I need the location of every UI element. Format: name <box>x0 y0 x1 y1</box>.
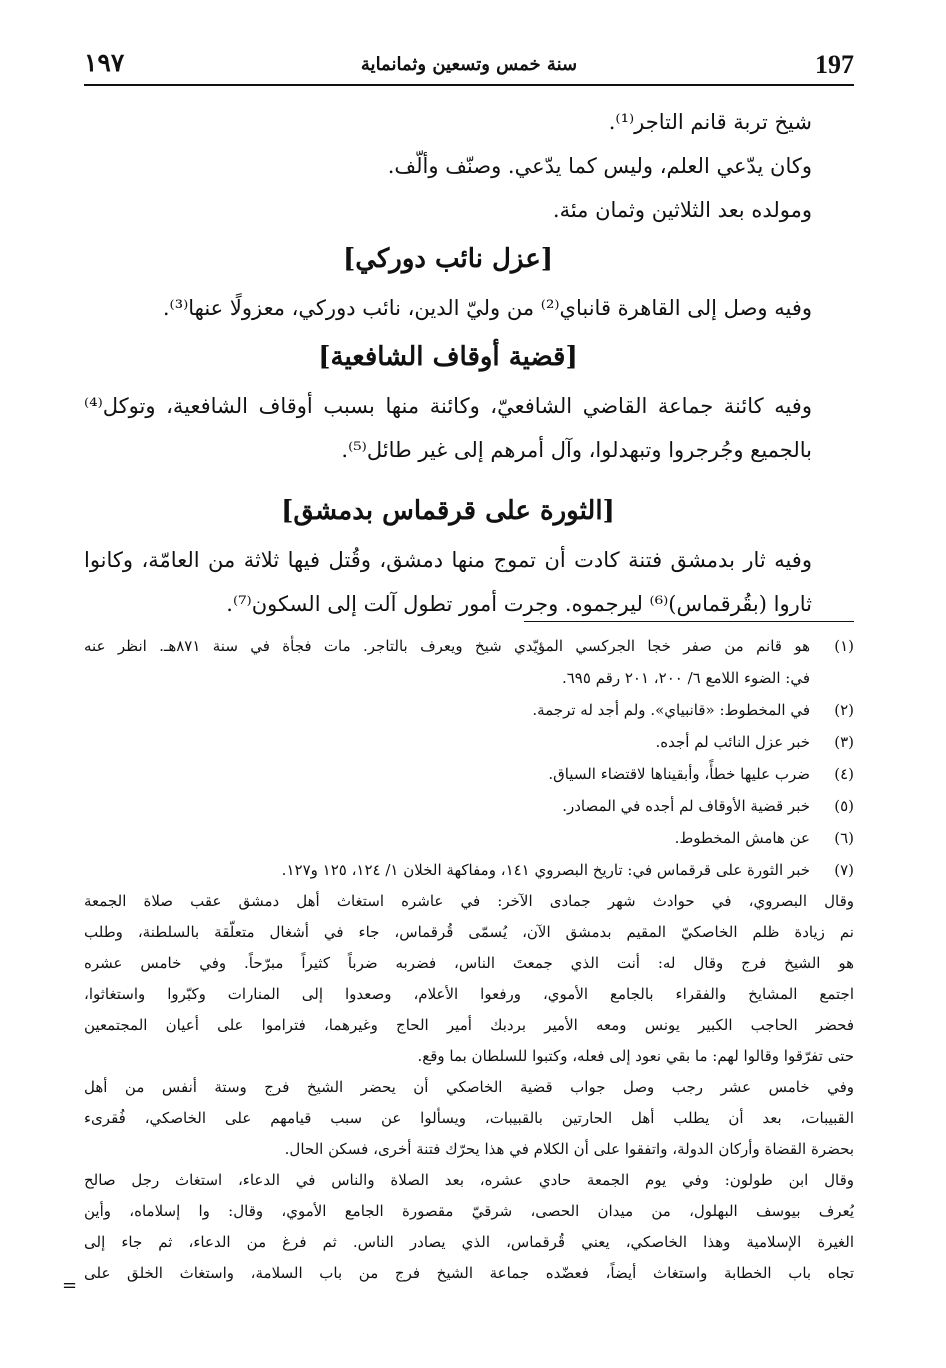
text-line: وكان يدّعي العلم، وليس كما يدّعي. وصنّف وألّف. <box>387 154 812 178</box>
header-rule <box>84 84 854 86</box>
quote-line: القبيبات، بعد أن يطلب أهل الحارتين بالقبيبات، ويسألوا عن سبب قيامهم على الخاصكي، فُقرىء <box>84 1109 854 1127</box>
quote-line: وفي خامس عشر رجب وصل جواب قضية الخاصكي أن يحضر الشيخ فرج وستة أنفس من أهل <box>84 1078 854 1096</box>
footnote-quote <box>84 1072 854 1165</box>
quote-line: نم زيادة ظلم الخاصكيّ المقيم بدمشق الآن، يُسمّى قُرقماس، جاء في أشغال متعلّقة بالسلطنة، وطلب <box>84 923 854 941</box>
quote-line: حتى تفرّقوا وقالوا لهم: ما بقي نعود إلى فعله، وكتبوا للسلطان بما وقع. <box>417 1047 854 1065</box>
footnote-rule <box>524 621 854 622</box>
quote-line: بحضرة القضاة وأركان الدولة، واتفقوا على أن الكلام في هذا يحرّك فتنة أخرى، فسكن الحال. <box>284 1140 854 1158</box>
footnote-number: (٣) <box>834 733 854 751</box>
page-number-latin: 197 <box>815 50 854 79</box>
footnote-number: (٦) <box>834 829 854 847</box>
section-heading: [عزل نائب دوركي] <box>342 244 554 274</box>
footnote-line: خبر عزل النائب لم أجده. <box>655 733 810 751</box>
footnote <box>84 694 854 726</box>
footnote-line: في المخطوط: «قانبياي». ولم أجد له ترجمة. <box>532 701 810 719</box>
footnotes <box>84 630 854 1289</box>
quote-line: هو الشيخ فرج وقال له: أنت الذي جمعتَ الناس، فضربه ضرباً كثيراً مبرّحاً. وفي خامس عشره <box>84 954 854 972</box>
footnote-line: خبر قضية الأوقاف لم أجده في المصادر. <box>562 797 810 815</box>
page-header <box>84 38 854 84</box>
footnote <box>84 822 854 854</box>
section-heading: [قضية أوقاف الشافعية] <box>318 342 578 372</box>
running-title: سنة خمس وتسعين وثمانماية <box>360 54 578 75</box>
quote-line: اجتمع المشايخ والفقراء بالجامع الأموي، ورفعوا الأعلام، وصعدوا إلى المنارات وكبّروا واستغاثوا، <box>84 985 854 1003</box>
quote-line: وقال البصروي، في حوادث شهر جمادى الآخر: في عاشره استغاث أهل دمشق عقب صلاة الجمعة <box>84 892 854 910</box>
footnote-quote <box>84 1165 854 1289</box>
footnote-line: عن هامش المخطوط. <box>674 829 810 847</box>
footnote-number: (٢) <box>834 701 854 719</box>
text-line: ثاروا (بقُرقماس)⁽⁶⁾ ليرجموه. وجرت أمور تطول آلت إلى السكون⁽⁷⁾. <box>226 592 812 616</box>
quote-line: الغيرة الإسلامية وهذا الخاصكي، يعني قُرقماس، الذي يصادر الناس. ثم فرغ من الدعاء، ثم جاء إلى <box>84 1233 854 1251</box>
text-line: وفيه وصل إلى القاهرة قانباي⁽²⁾ من وليّ الدين، نائب دوركي، معزولًا عنها⁽³⁾. <box>162 296 812 320</box>
footnote-line: في: الضوء اللامع ٦/ ٢٠٠، ٢٠١ رقم ٦٩٥. <box>561 669 810 687</box>
footnote-line: ضرب عليها خطأً، وأبقيناها لاقتضاء السياق. <box>548 765 810 783</box>
text-line: وفيه كائنة جماعة القاضي الشافعيّ، وكائنة منها بسبب أوقاف الشافعية، وتوكل⁽⁴⁾ <box>84 394 812 418</box>
quote-line: تجاه باب الخطابة واستغاث أيضاً، فعضّده جماعة الشيخ فرج من باب السلامة، واستغاث الخلق على <box>84 1264 854 1282</box>
quote-line: فحضر الحاجب الكبير يونس ومعه الأمير بردبك أمير الحاج وغيرهما، فتراموا على أعيان المجتمعين <box>84 1016 854 1034</box>
footnote-quote <box>84 886 854 1072</box>
footnote-number: (٤) <box>834 765 854 783</box>
text-line: وفيه ثار بدمشق فتنة كادت أن تموج منها دمشق، وقُتل فيها ثلاثة من العامّة، وكانوا <box>84 548 812 572</box>
text-line: ومولده بعد الثلاثين وثمان مئة. <box>552 198 812 222</box>
footnote <box>84 854 854 886</box>
main-text <box>84 100 812 626</box>
footnote <box>84 758 854 790</box>
quote-line: وقال ابن طولون: وفي يوم الجمعة حادي عشره، بعد الصلاة والناس في الدعاء، استغاث رجل صالح <box>84 1171 854 1189</box>
footnote <box>84 726 854 758</box>
page-number-arabic: ١٩٧ <box>84 48 125 77</box>
continuation-mark: = <box>62 1275 78 1296</box>
footnote-line: خبر الثورة على قرقماس في: تاريخ البصروي ١٤١، ومفاكهة الخلان ١/ ١٢٤، ١٢٥ و١٢٧. <box>281 861 810 879</box>
footnote <box>84 630 854 694</box>
footnote <box>84 790 854 822</box>
footnote-number: (٧) <box>834 861 854 879</box>
text-line: بالجميع وجُرجروا وتبهدلوا، وآل أمرهم إلى غير طائل⁽⁵⁾. <box>341 438 812 462</box>
quote-line: يُعرف بيوسف البهلول، من ميدان الحصى، شرقيّ مقصورة الجامع الأموي، وقال: وا إسلاماه، وأين <box>84 1202 854 1220</box>
footnote-number: (٥) <box>834 797 854 815</box>
text-line: شيخ تربة قانم التاجر⁽¹⁾. <box>608 110 812 134</box>
section-heading: [الثورة على قرقماس بدمشق] <box>281 496 615 526</box>
footnote-line: هو قانم من صفر خجا الجركسي المؤيّدي شيخ ويعرف بالتاجر. مات فجأة في سنة ٨٧١هـ. انظر عنه <box>84 637 810 655</box>
footnote-number: (١) <box>834 637 854 655</box>
